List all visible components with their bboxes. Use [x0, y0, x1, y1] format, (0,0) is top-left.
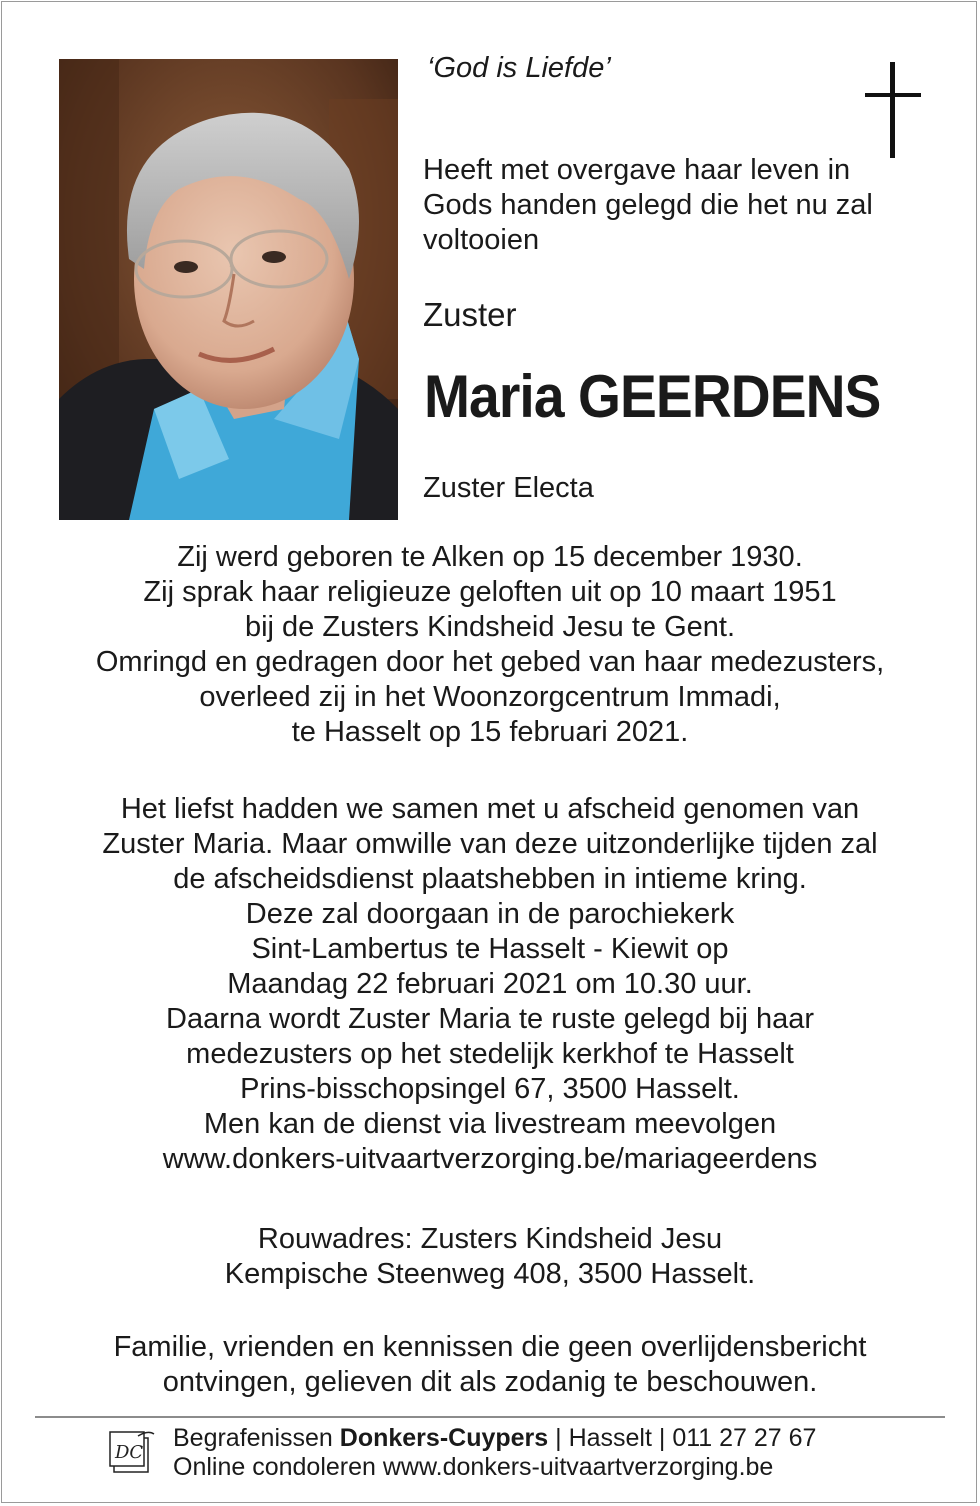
- ceremony-line: Men kan de dienst via livestream meevolgen: [203, 1108, 777, 1140]
- footer-prefix: Begrafenissen: [173, 1424, 340, 1452]
- deceased-name: Maria GEERDENS: [424, 363, 881, 430]
- address-line: Kempische Steenweg 408, 3500 Hasselt.: [224, 1258, 756, 1290]
- svg-text:DC: DC: [115, 1442, 144, 1463]
- intro-text: [423, 153, 903, 258]
- ceremony-info: [40, 792, 940, 1177]
- mourning-address: [40, 1222, 940, 1292]
- biography-line: Zij werd geboren te Alken op 15 december 1930.: [177, 541, 803, 573]
- phone-number[interactable]: 011 27 27 67: [672, 1424, 817, 1452]
- portrait-photo: [59, 59, 398, 520]
- ceremony-line: Maandag 22 februari 2021 om 10.30 uur.: [227, 968, 753, 1000]
- online-label: Online condoleren: [173, 1453, 383, 1481]
- ceremony-line: Prins-bisschopsingel 67, 3500 Hasselt.: [240, 1073, 740, 1105]
- biography-line: Omringd en gedragen door het gebed van haar medezusters,: [95, 646, 885, 678]
- biography-line: te Hasselt op 15 februari 2021.: [291, 716, 689, 748]
- intro-line: voltooien: [423, 224, 540, 256]
- footer-divider: [35, 1416, 945, 1418]
- religious-name: Zuster Electa: [423, 472, 594, 504]
- ceremony-line: medezusters op het stedelijk kerkhof te Hasselt: [186, 1038, 794, 1070]
- website-link[interactable]: www.donkers-uitvaartverzorging.be: [382, 1453, 774, 1481]
- footer-line-2: [173, 1453, 816, 1482]
- intro-line: Gods handen gelegd die het nu zal: [423, 189, 873, 221]
- closing-line: Familie, vrienden en kennissen die geen overlijdensbericht: [113, 1331, 867, 1363]
- ceremony-line: Het liefst hadden we samen met u afscheid genomen van: [120, 793, 860, 825]
- footer: [173, 1424, 816, 1482]
- ceremony-line: de afscheidsdienst plaatshebben in intieme kring.: [173, 863, 807, 895]
- motto: ‘God is Liefde’: [427, 52, 611, 84]
- funeral-home-logo: [108, 1428, 156, 1476]
- biography-line: Zij sprak haar religieuze geloften uit op 10 maart 1951: [143, 576, 837, 608]
- cross-icon: [865, 62, 921, 158]
- biography-line: bij de Zusters Kindsheid Jesu te Gent.: [244, 611, 736, 643]
- ceremony-line: Deze zal doorgaan in de parochiekerk: [245, 898, 735, 930]
- biography: [40, 540, 940, 750]
- ceremony-line: Daarna wordt Zuster Maria te ruste gelegd bij haar: [166, 1003, 814, 1035]
- intro-line: Heeft met overgave haar leven in: [423, 154, 851, 186]
- closing-line: ontvingen, gelieven dit als zodanig te beschouwen.: [162, 1366, 818, 1398]
- title-prefix: Zuster: [423, 296, 517, 333]
- footer-city: | Hasselt |: [548, 1424, 673, 1452]
- closing-note: [40, 1330, 940, 1400]
- company-name: Donkers-Cuypers: [339, 1424, 549, 1452]
- ceremony-line: Sint-Lambertus te Hasselt - Kiewit op: [251, 933, 729, 965]
- footer-line-1: [173, 1424, 816, 1453]
- livestream-link[interactable]: www.donkers-uitvaartverzorging.be/mariageerdens: [162, 1143, 818, 1175]
- address-line: Rouwadres: Zusters Kindsheid Jesu: [257, 1223, 723, 1255]
- ceremony-line: Zuster Maria. Maar omwille van deze uitzonderlijke tijden zal: [102, 828, 878, 860]
- biography-line: overleed zij in het Woonzorgcentrum Immadi,: [199, 681, 781, 713]
